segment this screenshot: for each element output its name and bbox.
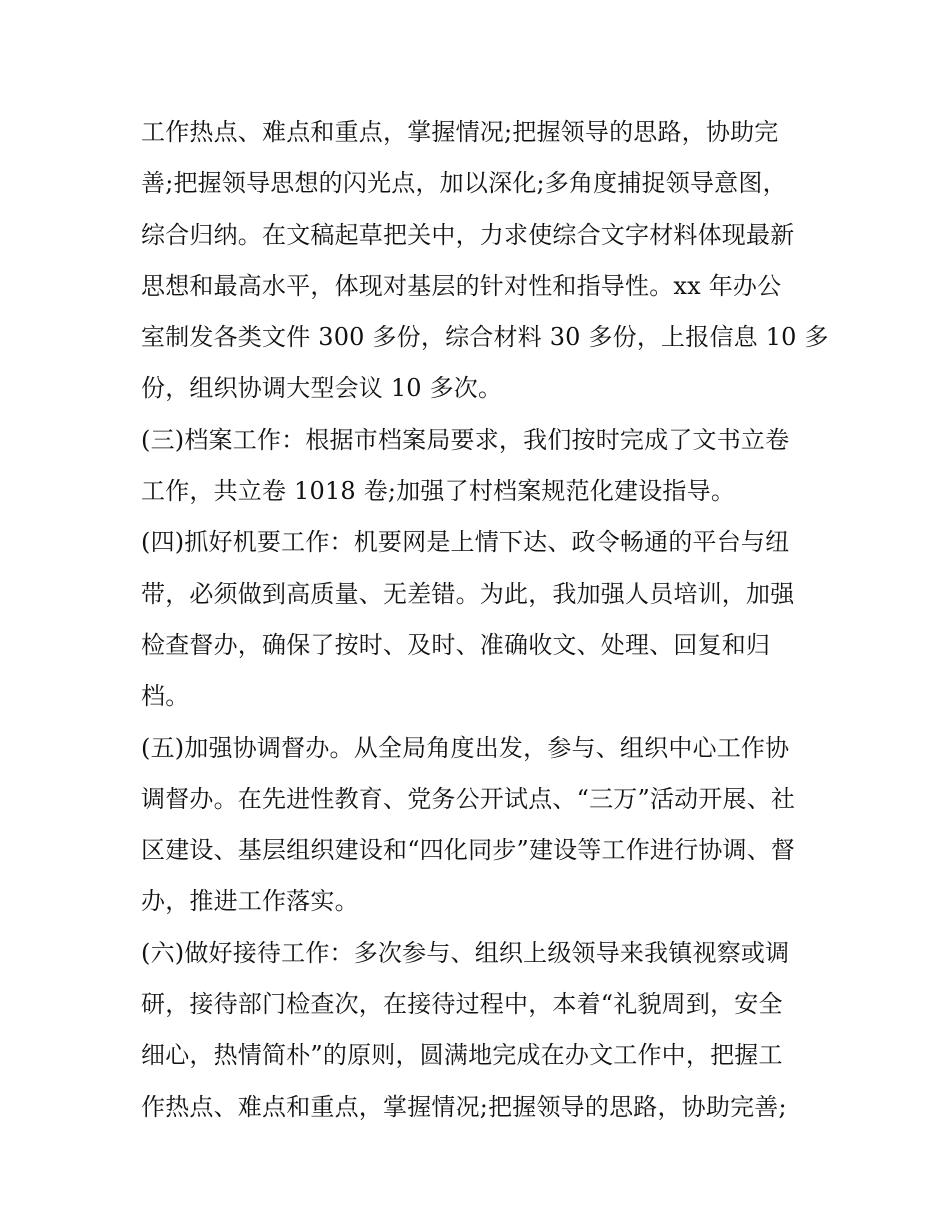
text-line: 工作，共立卷 1018 卷;加强了村档案规范化建设指导。	[141, 477, 736, 506]
text-line: 调督办。在先进性教育、党务公开试点、“三万”活动开展、社	[141, 784, 796, 813]
text-line: 办，推进工作落实。	[141, 887, 359, 916]
text-line: 综合归纳。在文稿起草把关中，力求使综合文字材料体现最新	[141, 220, 795, 249]
text-line: 思想和最高水平，体现对基层的针对性和指导性。xx 年办公	[141, 271, 782, 300]
document-body	[141, 107, 829, 1133]
text-line: (五)加强协调督办。从全局角度出发，参与、组织中心工作协	[141, 733, 790, 762]
text-line: 带，必须做到高质量、无差错。为此，我加强人员培训，加强	[141, 579, 795, 608]
text-line: 室制发各类文件 300 多份，综合材料 30 多份，上报信息 10 多	[141, 323, 829, 352]
text-line: (四)抓好机要工作：机要网是上情下达、政令畅通的平台与纽	[141, 528, 790, 557]
text-line: 善;把握领导思想的闪光点，加以深化;多角度捕捉领导意图，	[141, 169, 787, 198]
text-line: (三)档案工作：根据市档案局要求，我们按时完成了文书立卷	[141, 425, 790, 454]
text-line: 份，组织协调大型会议 10 多次。	[141, 374, 503, 403]
text-line: 区建设、基层组织建设和“四化同步”建设等工作进行协调、督	[141, 836, 796, 865]
text-line: 检查督办，确保了按时、及时、准确收文、处理、回复和归	[141, 630, 771, 659]
text-line: 档。	[141, 682, 190, 711]
text-line: 细心，热情简朴”的原则，圆满地完成在办文工作中，把握工	[141, 1041, 783, 1070]
text-line: 作热点、难点和重点，掌握情况;把握领导的思路，协助完善;	[141, 1092, 787, 1121]
text-line: (六)做好接待工作：多次参与、组织上级领导来我镇视察或调	[141, 938, 790, 967]
text-line: 研，接待部门检查次，在接待过程中，本着“礼貌周到，安全	[141, 990, 783, 1019]
text-line: 工作热点、难点和重点，掌握情况;把握领导的思路，协助完	[141, 118, 779, 146]
